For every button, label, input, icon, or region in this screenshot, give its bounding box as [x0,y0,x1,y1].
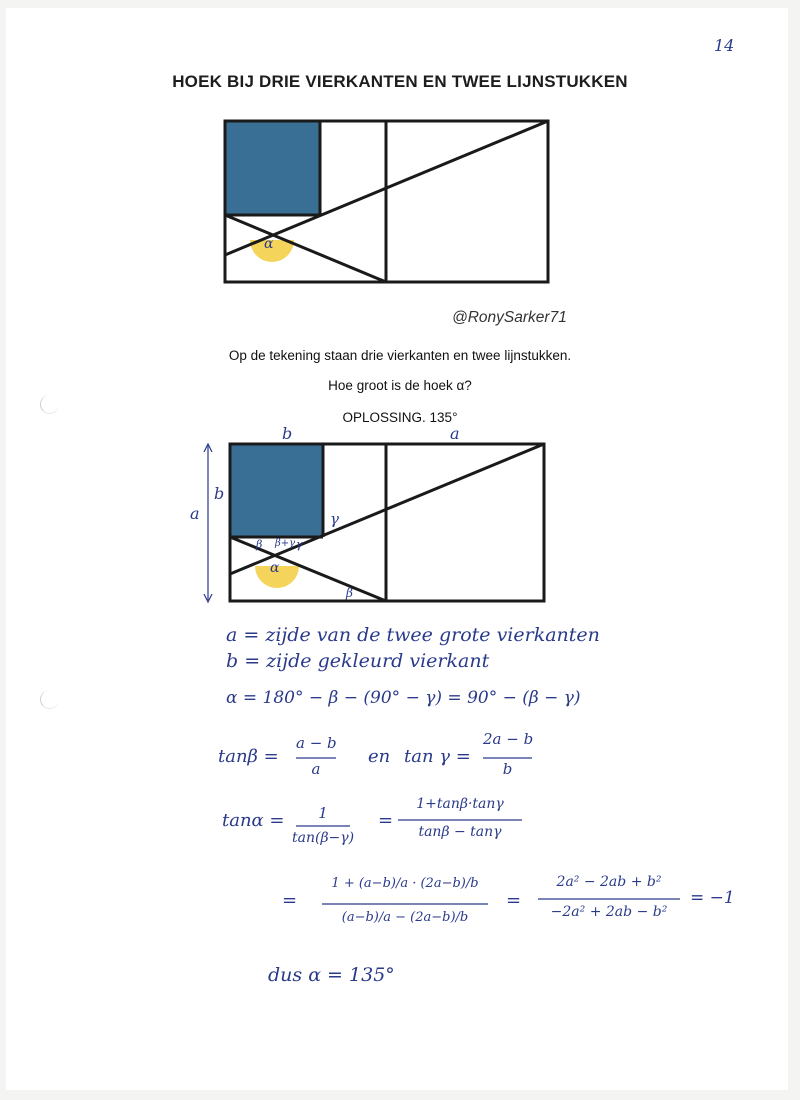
equals-sign: = [378,810,394,831]
label-beta-plus-gamma: β+γ [275,538,296,549]
label-gamma-2: γ [296,538,303,551]
label-a-left: a [190,504,200,523]
diagonal-segment-2 [225,215,386,282]
result-value: = −1 [690,888,735,908]
fraction-3-numerator: 2a² − 2ab + b² [556,874,662,890]
conclusion: dus α = 135° [268,964,395,986]
equals-sign-3: = [506,890,522,911]
definition-b: b = zijde gekleurd vierkant [226,650,490,672]
label-beta-left: β [256,538,263,551]
tan-gamma-numerator: 2a − b [483,730,534,748]
equals-sign-2: = [282,890,298,911]
big-fraction-numerator: 1 + (a−b)/a · (2a−b)/b [331,876,479,891]
label-b-left: b [214,484,225,503]
diagonal-segment-2 [230,537,386,601]
fraction-1-numerator: 1 [318,804,328,822]
tan-beta-lhs: tanβ = [218,746,279,767]
colored-square [225,121,320,215]
figure-2 [204,444,544,602]
figure-1 [225,121,548,282]
figure-2-angle-label: α [270,560,280,576]
tan-beta-denominator: a [311,760,321,778]
tan-beta-numerator: a − b [296,734,337,752]
big-fraction-denominator: (a−b)/a − (2a−b)/b [341,910,469,925]
fraction-2-numerator: 1+tanβ·tanγ [416,796,504,812]
tan-gamma-denominator: b [502,760,513,778]
alpha-equation: α = 180° − β − (90° − γ) = 90° − (β − γ) [226,688,581,708]
figure-1-angle-label: α [264,236,274,252]
label-a-top: a [450,424,460,443]
question-prompt: Hoe groot is de hoek α? [328,378,472,393]
question-text: Op de tekening staan drie vierkanten en twee lijnstukken. [228,348,572,363]
label-b-top: b [282,424,293,443]
tan-alpha-lhs: tanα = [222,810,285,831]
page-number: 14 [714,36,735,55]
definition-a: a = zijde van de twee grote vierkanten [226,624,600,646]
tan-gamma-lhs: tan γ = [404,746,471,767]
page-title: HOEK BIJ DRIE VIERKANTEN EN TWEE LIJNSTUKKEN [172,72,628,91]
word-en: en [368,746,391,767]
label-gamma: γ [330,510,339,528]
author-handle: @RonySarker71 [452,309,567,326]
fraction-1-denominator: tan(β−γ) [292,830,355,846]
colored-square [230,444,323,537]
fraction-2-denominator: tanβ − tanγ [418,824,502,840]
solution-label: OPLOSSING. 135° [342,410,458,425]
label-beta-bottom: β [346,586,353,600]
fraction-3-denominator: −2a² + 2ab − b² [550,904,668,920]
